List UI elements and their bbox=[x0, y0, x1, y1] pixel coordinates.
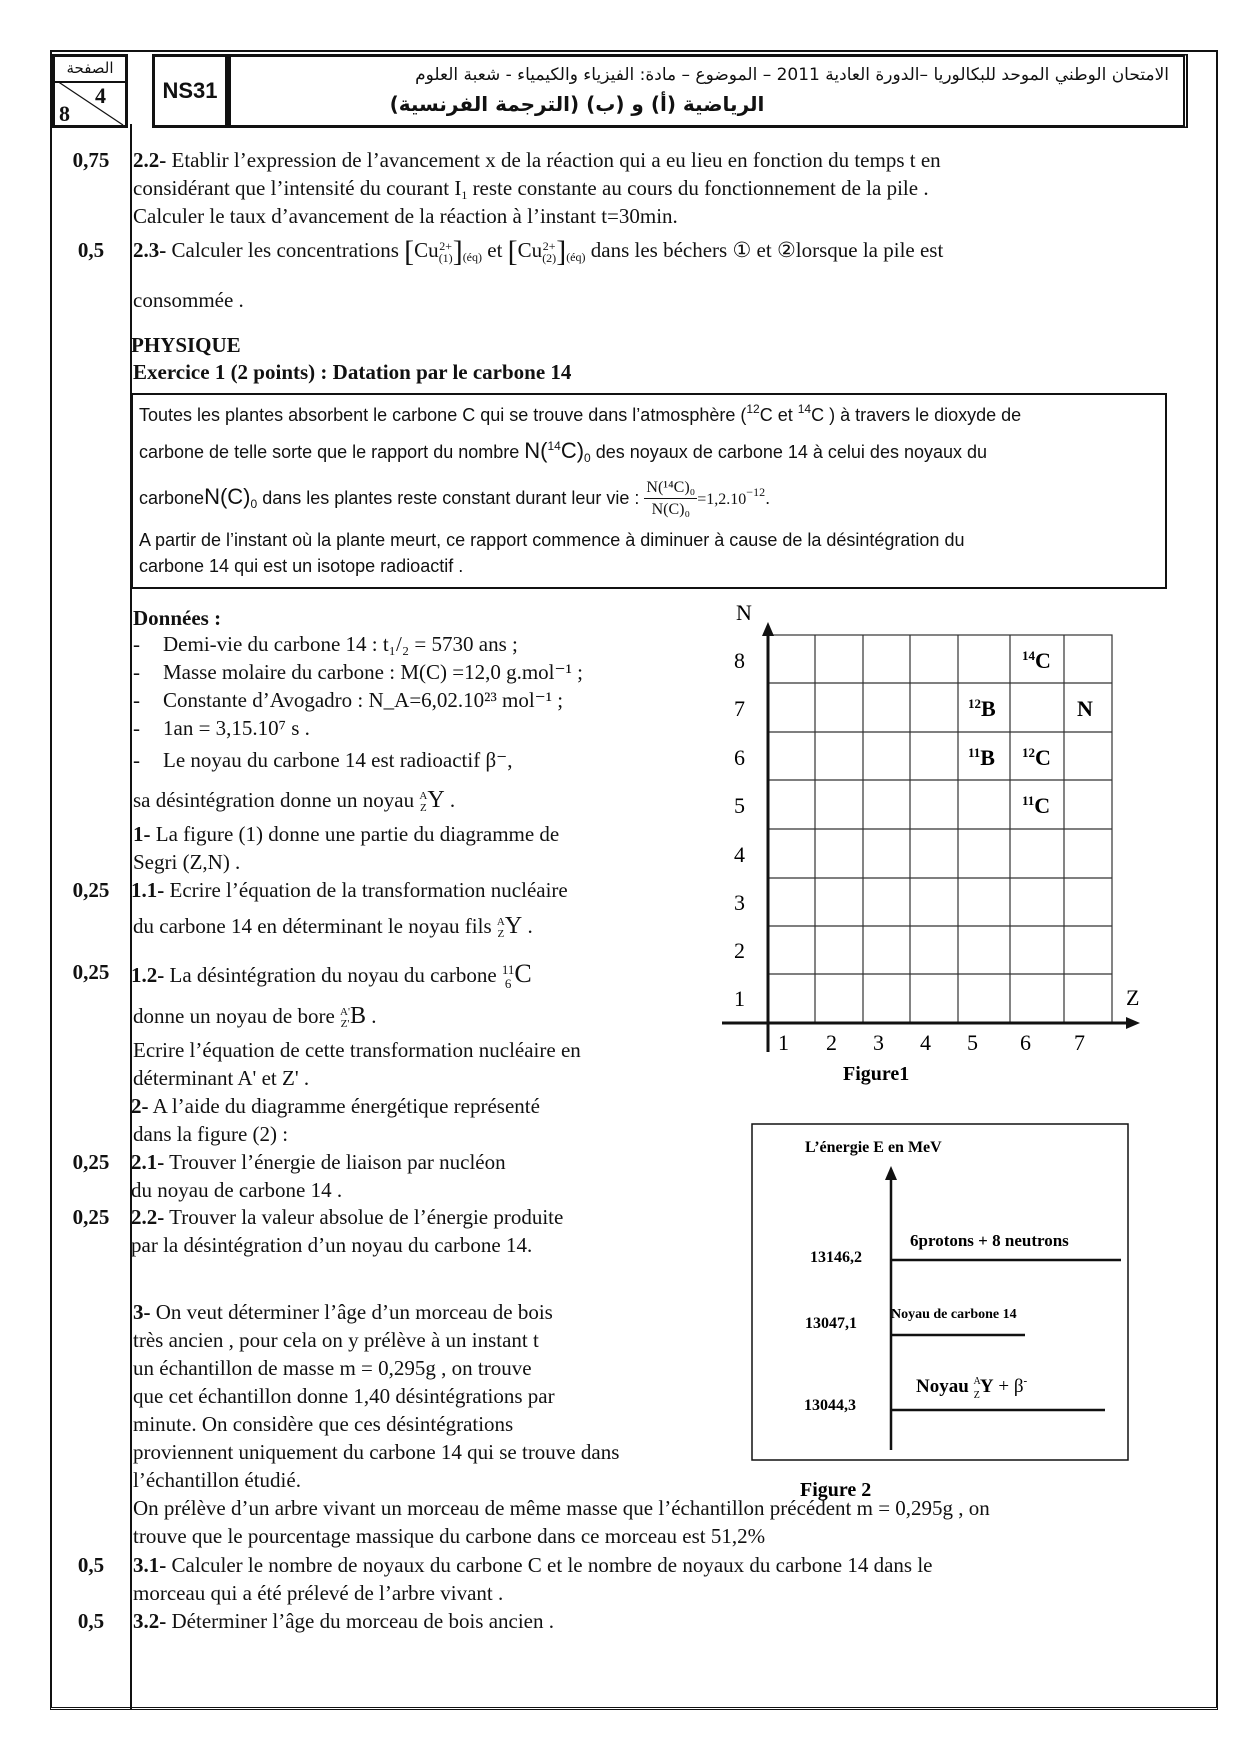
level-value: 13146,2 bbox=[810, 1249, 862, 1266]
z-tick: 6 bbox=[1020, 1030, 1031, 1055]
figure2-caption: Figure 2 bbox=[800, 1479, 872, 1501]
subscript: 1 bbox=[461, 188, 468, 202]
q3-line3: un échantillon de masse m = 0,295g , on trouve bbox=[133, 1356, 532, 1380]
mass-number: 11 bbox=[501, 962, 515, 978]
question-text: donne un noyau de bore bbox=[133, 1004, 341, 1028]
intro-line3: $carboneN(C)_0$ dans les plantes reste constant durant leur vie : $\frac{\text{N(¹⁴C)₀}}{\text{N(C)₀}}$ $=1,2.10^{-12}$. bbox=[139, 471, 1159, 523]
question-text: On veut déterminer l’âge d’un morceau de bois bbox=[150, 1300, 553, 1324]
nuclide-c14: $^{14}$C bbox=[1022, 648, 1051, 673]
exam-title-box bbox=[228, 54, 1188, 128]
q1-line1 bbox=[133, 820, 559, 848]
bracket-open: [ bbox=[404, 235, 415, 268]
q2-line2: dans la figure (2) : bbox=[133, 1122, 289, 1146]
q3-line5: minute. On considère que ces désintégrations bbox=[133, 1412, 514, 1436]
z-tick: 3 bbox=[873, 1030, 884, 1055]
question-text: Calculer le nombre de noyaux du carbone C et le nombre de noyaux du carbone 14 dans le bbox=[166, 1553, 933, 1577]
mass-number: 14 bbox=[797, 402, 812, 416]
nucleus-symbol: Y bbox=[504, 913, 523, 939]
formula: N(C) bbox=[204, 484, 251, 509]
atomic-number: 6 bbox=[504, 976, 512, 992]
energy-axis-arrow-icon bbox=[885, 1166, 897, 1180]
page-current: 4 bbox=[95, 83, 106, 108]
q1-1-line2: du carbone 14 en déterminant le noyau fils A Z Y . bbox=[133, 913, 533, 941]
page-number-box bbox=[52, 54, 128, 128]
chem-q2-3-line1 bbox=[133, 236, 943, 266]
fraction-denominator: N(C)₀ bbox=[651, 500, 691, 518]
question-number: 3.1- bbox=[133, 1553, 167, 1577]
atomic-number: Z bbox=[497, 928, 505, 941]
equilibrium-subscript: (éq) bbox=[566, 250, 586, 264]
donnees-item-2: - Masse molaire du carbone : M(C) =12,0 g.mol⁻¹ ; bbox=[133, 660, 583, 684]
n-tick: 1 bbox=[734, 986, 745, 1011]
points-q1-1: 0,25 bbox=[72, 878, 110, 902]
subscript: 0 bbox=[250, 497, 258, 511]
level-label: Noyau $^A$ ZY + β- bbox=[916, 1375, 1028, 1401]
points-q2-2: 0,25 bbox=[72, 1205, 110, 1229]
q3-line9: trouve que le pourcentage massique du carbone dans ce morceau est 51,2% bbox=[133, 1524, 766, 1548]
n-tick: 3 bbox=[734, 890, 745, 915]
points-q2-3-chem: 0,5 bbox=[77, 238, 105, 262]
n-axis-ticks bbox=[734, 648, 745, 1011]
z-tick: 5 bbox=[967, 1030, 978, 1055]
bracket-open: [ bbox=[507, 235, 518, 268]
points-q3-1: 0,5 bbox=[77, 1553, 105, 1577]
q1-2-line2: donne un noyau de bore A' Z' B . bbox=[133, 1003, 377, 1031]
q3-line7: l’échantillon étudié. bbox=[133, 1468, 301, 1492]
figure2-energy-diagram bbox=[740, 1100, 1160, 1510]
energy-axis-label: L’énergie E en MeV bbox=[805, 1139, 942, 1156]
question-text: Calculer les concentrations bbox=[166, 238, 405, 262]
z-axis-ticks bbox=[778, 1030, 1085, 1055]
question-number: 2.3- bbox=[133, 238, 167, 262]
z-tick: 2 bbox=[826, 1030, 837, 1055]
exponent: −12 bbox=[746, 485, 766, 499]
intro-text: C et bbox=[759, 405, 798, 425]
z-axis-label: Z bbox=[1126, 985, 1140, 1010]
exercise-title: Exercice 1 (2 points) : Datation par le carbone 14 bbox=[133, 360, 572, 384]
points-q3-2: 0,5 bbox=[77, 1609, 105, 1633]
question-number: 1.1- bbox=[131, 878, 165, 902]
question-text: reste constante au cours du fonctionnement de la pile . bbox=[467, 176, 929, 200]
subscript: 0 bbox=[584, 451, 591, 465]
q3-2-line1 bbox=[133, 1607, 554, 1635]
nuclide-c12: $^{12}$C bbox=[1022, 745, 1051, 770]
nuclide-c11: $^{11}$C bbox=[1022, 793, 1051, 818]
z-tick: 7 bbox=[1074, 1030, 1085, 1055]
donnees-item-5: - Le noyau du carbone 14 est radioactif β⁻, bbox=[133, 748, 513, 772]
question-text: Déterminer l’âge du morceau de bois ancien . bbox=[166, 1609, 555, 1633]
points-margin-divider bbox=[130, 124, 132, 1710]
beaker-index: (2) bbox=[542, 251, 557, 266]
level-value: 13047,1 bbox=[805, 1315, 857, 1332]
ion-symbol: Cu bbox=[517, 238, 543, 262]
points-q2-2-chem: 0,75 bbox=[72, 148, 110, 172]
ratio-value: =1,2.10 bbox=[697, 491, 747, 508]
donnees-text: Le noyau du carbone 14 est radioactif β⁻, bbox=[163, 748, 513, 772]
q2-2-line2: par la désintégration d’un noyau du carbone 14. bbox=[131, 1233, 533, 1257]
q3-line1 bbox=[133, 1298, 553, 1326]
nuclide-b12: $^{12}$B bbox=[968, 696, 996, 721]
chem-q2-2-line2 bbox=[133, 174, 929, 202]
question-number: 2.2- bbox=[133, 148, 167, 172]
question-text: La désintégration du noyau du carbone bbox=[164, 963, 502, 987]
conjunction: et bbox=[482, 238, 508, 262]
points-q1-2: 0,25 bbox=[72, 960, 110, 984]
intro-box bbox=[131, 393, 1167, 589]
q2-1-line2: du noyau de carbone 14 . bbox=[131, 1178, 343, 1202]
intro-text: carbone bbox=[139, 488, 205, 508]
question-text: Etablir l’expression de l’avancement x de la réaction qui a eu lieu en fonction du temps t en bbox=[166, 148, 941, 172]
section-title-physique: PHYSIQUE bbox=[131, 333, 241, 357]
question-number: 1- bbox=[133, 822, 151, 846]
chem-q2-2-line3: Calculer le taux d’avancement de la réaction à l’instant t=30min. bbox=[133, 204, 678, 228]
intro-line5: carbone 14 qui est un isotope radioactif . bbox=[139, 556, 464, 576]
question-text: Trouver la valeur absolue de l’énergie produite bbox=[164, 1205, 564, 1229]
intro-text: carbone de telle sorte que le rapport du nombre bbox=[139, 442, 525, 462]
nuclide-n: N bbox=[1077, 696, 1093, 721]
figure1-caption: Figure1 bbox=[843, 1063, 910, 1085]
q3-1-line2: morceau qui a été prélevé de l’arbre vivant . bbox=[133, 1581, 504, 1605]
nucleus-symbol: Y bbox=[427, 787, 445, 813]
q2-2-line1 bbox=[131, 1203, 563, 1231]
mass-number: 14 bbox=[547, 439, 561, 453]
fraction-numerator: N(¹⁴C)₀ bbox=[644, 478, 697, 499]
bracket-close: ] bbox=[452, 235, 463, 268]
points-q2-1: 0,25 bbox=[72, 1150, 110, 1174]
atomic-number: Z' bbox=[340, 1018, 350, 1031]
donnees-item-3: - Constante d’Avogadro : N_A=6,02.10²³ mol⁻¹ ; bbox=[133, 688, 564, 712]
n-tick: 6 bbox=[734, 745, 745, 770]
donnees-text: sa désintégration donne un noyau bbox=[133, 788, 420, 812]
intro-line2 bbox=[139, 431, 1159, 471]
ion-symbol: Cu bbox=[414, 238, 439, 262]
z-axis-arrow-icon bbox=[1126, 1017, 1140, 1029]
z-tick: 1 bbox=[778, 1030, 789, 1055]
ratio-fraction bbox=[644, 478, 697, 521]
question-number: 3.2- bbox=[133, 1609, 167, 1633]
q2-1-line1 bbox=[131, 1148, 506, 1176]
exam-title-line1: الامتحان الوطني الموحد للبكالوريا –الدورة العادية 2011 – الموضوع – مادة: الفيزياء والكيمياء - شعبة العلوم bbox=[415, 65, 1169, 85]
question-text: Ecrire l’équation de la transformation nucléaire bbox=[164, 878, 568, 902]
nuclide-b11: $^{11}$B bbox=[968, 745, 995, 770]
bracket-close: ] bbox=[556, 235, 567, 268]
z-tick: 4 bbox=[920, 1030, 931, 1055]
question-text: Trouver l’énergie de liaison par nucléon bbox=[164, 1150, 506, 1174]
n-tick: 5 bbox=[734, 793, 745, 818]
q1-2-line1 bbox=[131, 960, 532, 991]
n-tick: 4 bbox=[734, 842, 745, 867]
q3-line6: proviennent uniquement du carbone 14 qui se trouve dans bbox=[133, 1440, 620, 1464]
exam-code: NS31 bbox=[152, 54, 228, 128]
nucleus-symbol: C bbox=[514, 959, 532, 988]
nuclide-labels bbox=[968, 648, 1093, 818]
mass-number: A' bbox=[340, 1006, 350, 1019]
segre-grid bbox=[768, 635, 1112, 1023]
level-value: 13044,3 bbox=[804, 1397, 856, 1414]
q3-line8: On prélève d’un arbre vivant un morceau de même masse que l’échantillon précédent m = 0,295g , on bbox=[133, 1496, 990, 1520]
q3-line4: que cet échantillon donne 1,40 désintégrations par bbox=[133, 1384, 555, 1408]
intro-line1 bbox=[139, 399, 1159, 431]
question-text: A l’aide du diagramme énergétique représenté bbox=[148, 1094, 540, 1118]
question-text: dans les béchers ① et ②lorsque la pile est bbox=[585, 238, 944, 262]
mass-number: A bbox=[496, 916, 505, 929]
question-number: 2.1- bbox=[131, 1150, 165, 1174]
nucleus-symbol: B bbox=[349, 1003, 366, 1029]
beaker-index: (1) bbox=[438, 251, 453, 266]
level-label: 6protons + 8 neutrons bbox=[910, 1231, 1069, 1250]
n-tick: 2 bbox=[734, 938, 745, 963]
intro-text: Toutes les plantes absorbent le carbone C qui se trouve dans l’atmosphère ( bbox=[139, 405, 747, 425]
intro-line4: A partir de l’instant où la plante meurt, ce rapport commence à diminuer à cause de la désintégration du bbox=[139, 530, 965, 550]
mass-number: A bbox=[419, 790, 428, 803]
question-number: 2- bbox=[131, 1094, 149, 1118]
donnees-item-4: - 1an = 3,15.10⁷ s . bbox=[133, 716, 310, 740]
q1-1-line1 bbox=[131, 876, 568, 904]
q1-2-line4: déterminant A' et Z' . bbox=[133, 1066, 310, 1090]
level-label: Noyau de carbone 14 bbox=[891, 1307, 1017, 1322]
donnees-text: Masse molaire du carbone : M(C) =12,0 g.mol⁻¹ ; bbox=[163, 660, 583, 684]
exam-title-line2: الرياضية (أ) و (ب) (الترجمة الفرنسية) bbox=[389, 92, 765, 116]
chem-q2-3-line2: consommée . bbox=[133, 288, 244, 312]
page-total: 8 bbox=[59, 101, 70, 126]
q1-line2: Segri (Z,N) . bbox=[133, 850, 241, 874]
page-label: الصفحة bbox=[55, 57, 125, 83]
n-tick: 7 bbox=[734, 696, 745, 721]
equilibrium-subscript: (éq) bbox=[462, 250, 483, 264]
donnees-tail: sa désintégration donne un noyau A Z Y . bbox=[133, 787, 456, 815]
chem-q2-2-line1 bbox=[133, 146, 941, 174]
n-axis-arrow-icon bbox=[762, 622, 774, 636]
question-text: considérant que l’intensité du courant I bbox=[133, 176, 462, 200]
donnees-text: Demi-vie du carbone 14 : t₁/₂ = 5730 ans ; bbox=[163, 632, 518, 656]
intro-text: dans les plantes reste constant durant leur vie : bbox=[257, 488, 645, 508]
donnees-text: Constante d’Avogadro : N_A=6,02.10²³ mol⁻¹ ; bbox=[163, 688, 564, 712]
ion-charge: 2+ bbox=[542, 239, 556, 254]
question-number: 1.2- bbox=[131, 963, 165, 987]
q3-line2: très ancien , pour cela on y prélève à un instant t bbox=[133, 1328, 539, 1352]
intro-text: des noyaux de carbone 14 à celui des noyaux du bbox=[590, 442, 988, 462]
donnees-item-1: - Demi-vie du carbone 14 : t₁/₂ = 5730 ans ; bbox=[133, 632, 518, 656]
question-number: 2.2- bbox=[131, 1205, 165, 1229]
q2-line1 bbox=[131, 1092, 540, 1120]
figure1-segre-diagram bbox=[680, 590, 1150, 1090]
intro-text: C ) à travers le dioxyde de bbox=[811, 405, 1022, 425]
n-tick: 8 bbox=[734, 648, 745, 673]
n-axis-label: N bbox=[736, 600, 752, 625]
formula: C) bbox=[560, 438, 585, 463]
formula: N( bbox=[524, 438, 548, 463]
donnees-text: 1an = 3,15.10⁷ s . bbox=[163, 716, 310, 740]
q1-2-line3: Ecrire l’équation de cette transformation nucléaire en bbox=[133, 1038, 581, 1062]
ion-charge: 2+ bbox=[439, 239, 453, 254]
donnees-title: Données : bbox=[133, 606, 222, 630]
atomic-number: Z bbox=[419, 802, 427, 815]
question-text: du carbone 14 en déterminant le noyau fils bbox=[133, 914, 497, 938]
question-number: 3- bbox=[133, 1300, 151, 1324]
q3-1-line1 bbox=[133, 1551, 933, 1579]
question-text: La figure (1) donne une partie du diagramme de bbox=[150, 822, 560, 846]
mass-number: 12 bbox=[746, 402, 760, 416]
